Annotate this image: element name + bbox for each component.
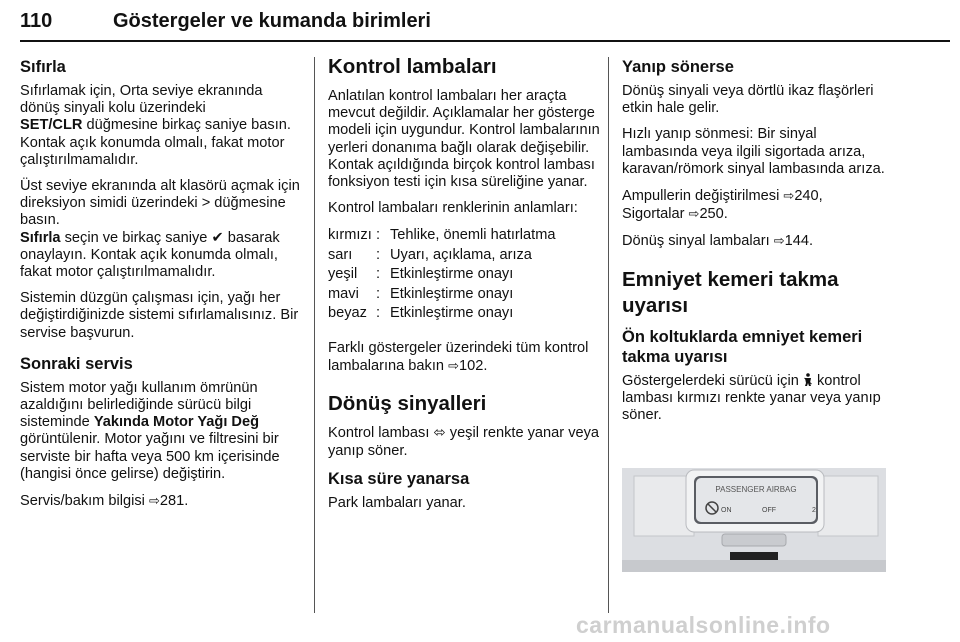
panel-label: PASSENGER AIRBAG [715, 485, 797, 494]
color-meaning: Etkinleştirme onayı [390, 285, 514, 302]
paragraph: Farklı göstergeler üzerindeki tüm kontrol lambalarına bakın ⇨ 102. [328, 340, 604, 375]
color-name: yeşil [328, 266, 358, 283]
page-reference-link[interactable]: ⇨ 250. [689, 206, 728, 222]
color-meaning: Etkinleştirme onayı [390, 266, 514, 283]
color-name: kırmızı [328, 227, 372, 244]
heading-donus-sinyalleri: Dönüş sinyalleri [328, 392, 487, 416]
svg-text:OFF: OFF [762, 507, 776, 514]
paragraph: Servis/bakım bilgisi ⇨ 281. [20, 492, 304, 510]
paragraph: Göstergelerdeki sürücü için kontrol lambası kırmızı renkte yanar veya yanıp söner. [622, 372, 881, 424]
paragraph: Üst seviye ekranında alt klasörü açmak için direksiyon simidi üzerindeki > düğmesine basın. Sıfırla seçin ve birkaç saniye ✔ basarak onaylayın. Kontak açık konumda olmalı, fakat motor çalıştırılmamalıdır. [20, 178, 300, 281]
paragraph: Dönüş sinyali veya dörtlü ikaz flaşörleri etkin hale gelir. [622, 83, 874, 117]
paragraph: Kontrol lambaları renklerinin anlamları: [328, 200, 578, 217]
column-divider [314, 57, 315, 613]
heading-emniyet-kemeri: Emniyet kemeri takma uyarısı [622, 267, 839, 317]
column-3 [622, 57, 892, 433]
paragraph: Park lambaları yanar. [328, 494, 466, 511]
check-icon: ✔ [211, 229, 224, 246]
svg-text:2: 2 [812, 507, 816, 514]
page-title: Göstergeler ve kumanda birimleri [113, 10, 431, 32]
heading-kontrol-lambalari: Kontrol lambaları [328, 55, 497, 78]
color-meaning: Etkinleştirme onayı [390, 305, 514, 322]
turn-signal-icon: ⬄ [433, 425, 446, 442]
watermark: carmanualsonline.info [576, 612, 831, 638]
column-1 [20, 57, 304, 519]
paragraph: Sistemin düzgün çalışması için, yağı her değiştirdiğinizde sistemi sıfırlamalısınız. Bir servise başvurun. [20, 290, 299, 341]
heading-on-koltuklar: Ön koltuklarda emniyet kemeri takma uyarısı [622, 327, 863, 366]
separator: : [376, 285, 381, 302]
column-divider [608, 57, 609, 613]
separator: : [376, 266, 381, 283]
heading-yanip-sonerse: Yanıp sönerse [622, 58, 734, 76]
color-row [328, 285, 555, 305]
heading-sonraki-servis: Sonraki servis [20, 354, 133, 373]
separator: : [376, 305, 381, 322]
paragraph: Hızlı yanıp sönmesi: Bir sinyal lambasında veya ilgili sigortada arıza, karavan/römork sinyal lambasında arıza. [622, 126, 885, 177]
color-row [328, 246, 555, 266]
paragraph: Sistem motor yağı kullanım ömrünün azaldığını belirlediğinde sürücü bilgi sisteminde Yakında Motor Yağı Değ görüntülenir. Motor yağını ve filtresini bir serviste bir hafta veya 500 km içerisinde (hangisi önce gelirse) değiştirin. [20, 379, 280, 482]
page-reference-link[interactable]: ⇨ 144. [774, 233, 813, 249]
separator: : [376, 227, 381, 244]
color-meaning-table [328, 226, 555, 324]
paragraph: Dönüş sinyal lambaları ⇨ 144. [622, 232, 892, 250]
color-row [328, 226, 555, 246]
column-2 [328, 57, 604, 521]
heading-sifirla: Sıfırla [20, 58, 66, 76]
page-number: 110 [20, 10, 53, 32]
page-reference-link[interactable]: ⇨ 281. [149, 493, 188, 509]
paragraph: Ampullerin değiştirilmesi ⇨ 240, Sigortalar ⇨ 250. [622, 187, 892, 223]
page-reference-link[interactable]: ⇨ 102. [448, 358, 487, 374]
page-reference-link[interactable]: ⇨ 240, [783, 188, 822, 204]
seatbelt-icon [803, 373, 813, 387]
page-header [20, 10, 950, 42]
color-name: beyaz [328, 305, 367, 322]
paragraph: Kontrol lambası ⬄ yeşil renkte yanar veya yanıp söner. [328, 425, 600, 459]
chevron-right-icon: > [201, 195, 211, 212]
passenger-airbag-panel-image [622, 468, 886, 572]
color-row [328, 304, 555, 324]
color-meaning: Uyarı, açıklama, arıza [390, 246, 532, 263]
paragraph: Sıfırlamak için, Orta seviye ekranında dönüş sinyali kolu üzerindeki SET/CLR düğmesine birkaç saniye basın. Kontak açık konumda olmalı, fakat motor çalıştırılmamalıdır. [20, 83, 291, 168]
color-row [328, 265, 555, 285]
separator: : [376, 246, 381, 263]
color-name: mavi [328, 285, 359, 302]
color-name: sarı [328, 246, 353, 263]
color-meaning: Tehlike, önemli hatırlatma [390, 227, 556, 244]
svg-text:ON: ON [721, 507, 732, 514]
paragraph: Anlatılan kontrol lambaları her araçta mevcut değildir. Açıklamalar her gösterge modeli için uygundur. Kontrol lambalarının yerleri donanıma bağlı olarak değişebilir. Kontak açıldığında birçok kontrol lambası fonksiyon testi için kısa süreliğine yanar. [328, 88, 600, 191]
heading-kisa-sure: Kısa süre yanarsa [328, 469, 470, 488]
